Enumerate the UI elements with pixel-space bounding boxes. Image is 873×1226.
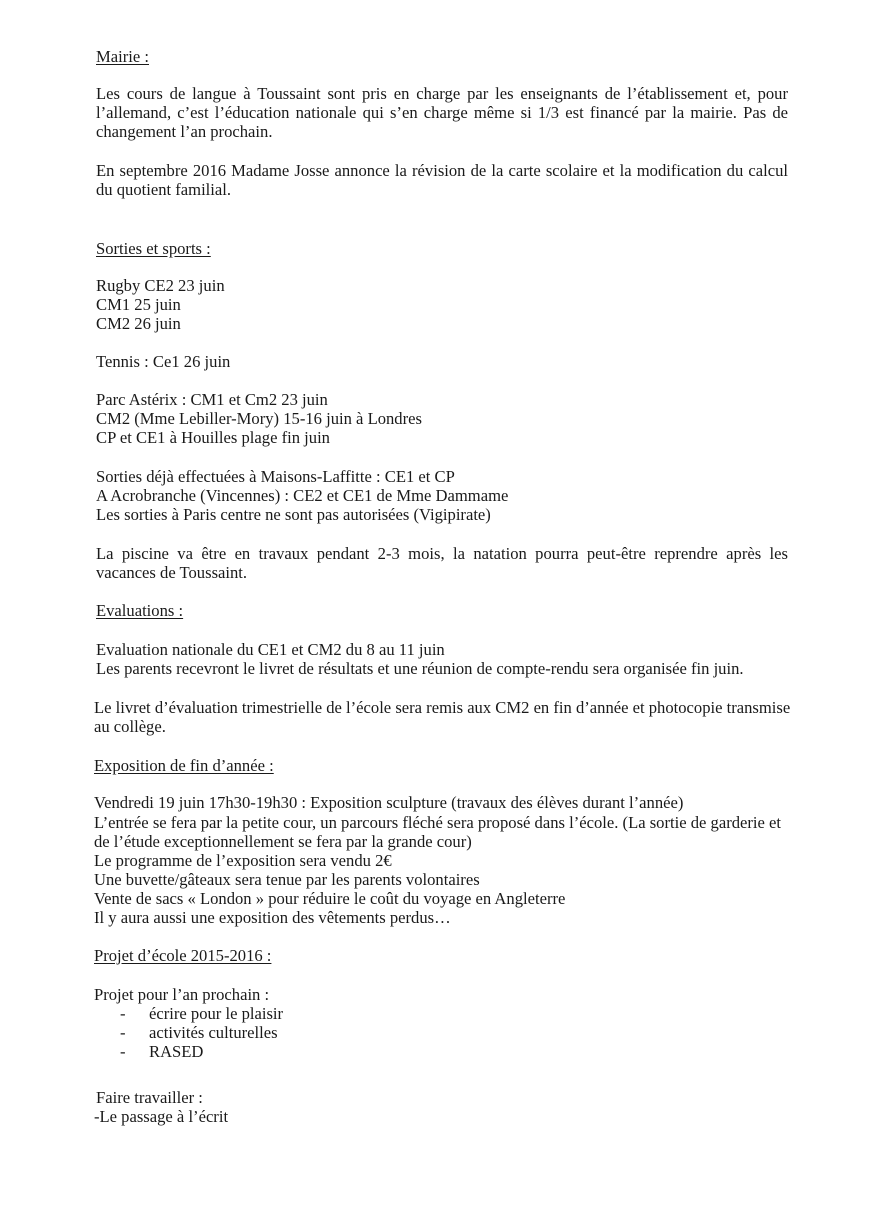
exposition-line-5: Vente de sacs « London » pour réduire le coût du voyage en Angleterre — [94, 889, 566, 908]
trip-line: Parc Astérix : CM1 et Cm2 23 juin — [96, 390, 328, 409]
list-item-label: activités culturelles — [149, 1023, 278, 1043]
exposition-line-1: Vendredi 19 juin 17h30-19h30 : Exposition sculpture (travaux des élèves durant l’année) — [94, 793, 684, 812]
section-heading-projet: Projet d’école 2015-2016 : — [94, 946, 272, 965]
rugby-line: CM2 26 juin — [96, 314, 181, 334]
projet-list — [120, 1004, 283, 1062]
trip-line: CM2 (Mme Lebiller-Mory) 15-16 juin à Londres — [96, 409, 422, 429]
trips-list — [96, 390, 422, 448]
rugby-list — [96, 276, 225, 334]
trip-line: CP et CE1 à Houilles plage fin juin — [96, 428, 330, 448]
list-item — [120, 1023, 283, 1042]
done-trip-line: Les sorties à Paris centre ne sont pas autorisées (Vigipirate) — [96, 505, 491, 525]
rugby-line: Rugby CE2 23 juin — [96, 276, 225, 295]
faire-travailler-item: -Le passage à l’écrit — [94, 1107, 229, 1126]
exposition-line-4: Une buvette/gâteaux sera tenue par les parents volontaires — [94, 870, 480, 889]
mairie-paragraph-1: Les cours de langue à Toussaint sont pris en charge par les enseignants de l’établissement et, pour l’allemand, c’est l’éducation nationale qui s’en charge même si 1/3 est financé par la mairie. Pas de changement l’an prochain. — [96, 84, 788, 142]
bullet-dash: - — [120, 1042, 126, 1062]
bullet-dash: - — [120, 1023, 126, 1043]
section-heading-exposition: Exposition de fin d’année : — [94, 756, 274, 775]
done-trip-line: Sorties déjà effectuées à Maisons-Laffitte : CE1 et CP — [96, 467, 455, 486]
list-item — [120, 1042, 283, 1061]
evaluations-line-1: Evaluation nationale du CE1 et CM2 du 8 au 11 juin — [96, 640, 445, 659]
section-heading-sorties: Sorties et sports : — [96, 239, 211, 258]
piscine-paragraph: La piscine va être en travaux pendant 2-3 mois, la natation pourra peut-être reprendre après les vacances de Toussaint. — [96, 544, 788, 583]
list-item-label: écrire pour le plaisir — [149, 1004, 284, 1023]
projet-intro: Projet pour l’an prochain : — [94, 985, 270, 1004]
evaluations-line-3: Le livret d’évaluation trimestrielle de l’école sera remis aux CM2 en fin d’année et photocopie transmise au collège. — [94, 698, 791, 737]
done-trip-line: A Acrobranche (Vincennes) : CE2 et CE1 de Mme Dammame — [96, 486, 509, 506]
section-heading-mairie: Mairie : — [96, 47, 149, 66]
evaluations-line-2: Les parents recevront le livret de résultats et une réunion de compte-rendu sera organisée fin juin. — [96, 659, 744, 678]
exposition-line-2: L’entrée se fera par la petite cour, un parcours fléché sera proposé dans l’école. (La sortie de garderie et de l’étude exceptionnellement se fera par la grande cour) — [94, 813, 782, 852]
rugby-line: CM1 25 juin — [96, 295, 181, 315]
exposition-line-3: Le programme de l’exposition sera vendu 2€ — [94, 851, 392, 870]
list-item-label: RASED — [149, 1042, 204, 1062]
list-item — [120, 1004, 283, 1023]
done-trips-list — [96, 467, 508, 525]
tennis-line: Tennis : Ce1 26 juin — [96, 352, 231, 371]
bullet-dash: - — [120, 1004, 126, 1023]
section-heading-evaluations: Evaluations : — [96, 601, 184, 620]
exposition-line-6: Il y aura aussi une exposition des vêtements perdus… — [94, 908, 451, 927]
faire-travailler-label: Faire travailler : — [96, 1088, 203, 1107]
mairie-paragraph-2: En septembre 2016 Madame Josse annonce la révision de la carte scolaire et la modification du calcul du quotient familial. — [96, 161, 788, 200]
